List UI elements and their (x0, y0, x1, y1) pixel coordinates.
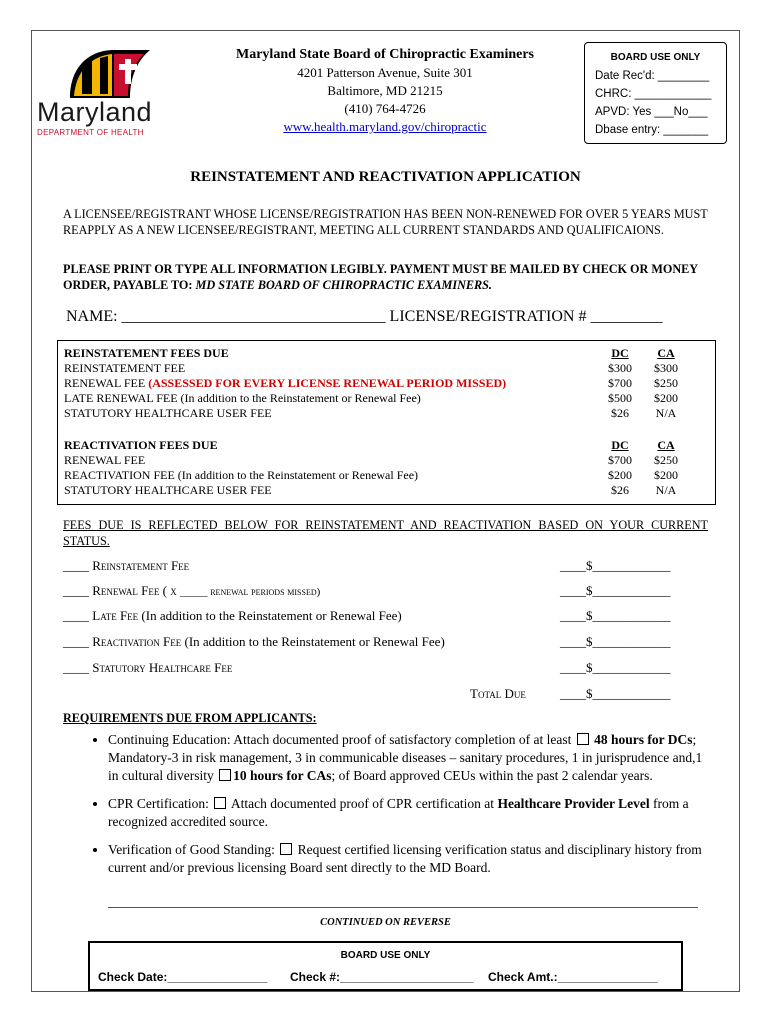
fee-dc-value: $26 (611, 483, 629, 497)
list-item (108, 731, 713, 785)
fee-row-label: LATE RENEWAL FEE (In addition to the Reinstatement or Renewal Fee) (64, 391, 421, 405)
line-label: Reinstatement Fee (92, 558, 190, 573)
renewal-fee-line[interactable] (63, 583, 320, 599)
dc-hours: 48 hours for DCs (590, 732, 693, 747)
cpr-tail: from a recognized accredited source. (108, 796, 689, 829)
reactivation-fee-line[interactable] (63, 634, 445, 650)
ce-detail: ; Mandatory-3 in risk management, 3 in communicable diseases – sanitary procedures, 1 in jurisprudence and,1 in cultural diversity (108, 732, 703, 783)
fee-dc-value: $300 (608, 361, 632, 375)
fee-dc-value: $26 (611, 406, 629, 420)
form-title: REINSTATEMENT AND REACTIVATION APPLICATION (190, 169, 581, 185)
check-blank: ____ (63, 634, 93, 649)
board-header (210, 46, 560, 136)
requirements-list (63, 731, 713, 887)
cpr-level: Healthcare Provider Level (497, 796, 650, 811)
ce-tail: ; of Board approved CEUs within the past 2 calendar years. (331, 768, 653, 783)
fee-ca-value: $250 (654, 453, 678, 467)
fee-row-label: RENEWAL FEE (64, 453, 146, 467)
fee-row-label: REACTIVATION FEE (In addition to the Reinstatement or Renewal Fee) (64, 468, 419, 482)
fee-dc-value: $700 (608, 376, 632, 390)
dbase-entry-field: Dbase entry: _______ (595, 124, 709, 136)
logo-wordmark: Maryland (37, 97, 153, 127)
reinstatement-heading: REINSTATEMENT FEES DUE (64, 346, 229, 360)
vgs-text: Request certified licensing verification status and disciplinary history from current and/or previous licensing Board sent directly to the MD Board. (108, 842, 702, 875)
amount-field[interactable]: ____$____________ (560, 608, 671, 623)
line-label: Reactivation Fee (92, 634, 182, 649)
fee-row-label: STATUTORY HEALTHCARE USER FEE (64, 483, 272, 497)
payment-instructions-text: PLEASE PRINT OR TYPE ALL INFORMATION LEGIBLY. PAYMENT MUST BE MAILED BY CHECK OR MONEY ORDER, PAYABLE TO: (63, 262, 698, 292)
total-due-label: Total Due (470, 686, 526, 701)
reactivation-heading: REACTIVATION FEES DUE (64, 438, 218, 452)
checkbox[interactable] (577, 733, 589, 745)
fee-row-label (64, 376, 506, 391)
renewal-fee-label: RENEWAL FEE (64, 376, 149, 390)
check-blank: ____ (63, 660, 93, 675)
check-blank: ____ (63, 558, 93, 573)
fees-due-statement: FEES DUE IS REFLECTED BELOW FOR REINSTATEMENT AND REACTIVATION BASED ON YOUR CURRENT STATUS. (63, 518, 708, 548)
amount-field[interactable]: ____$____________ (560, 634, 671, 649)
payable-to: MD STATE BOARD OF CHIROPRACTIC EXAMINERS. (195, 278, 492, 292)
reinstatement-fee-line[interactable] (63, 558, 189, 574)
fee-ca-value: $200 (654, 391, 678, 405)
address-line-2: Baltimore, MD 21215 (327, 83, 443, 98)
line-rest: (In addition to the Reinstatement or Renewal Fee) (181, 634, 445, 649)
fee-ca-value: $300 (654, 361, 678, 375)
list-item (108, 795, 713, 831)
ca-hours: 10 hours for CAs (233, 768, 332, 783)
check-date-field: Check Date:_______________ (98, 970, 268, 984)
line-label: Late Fee (92, 608, 139, 623)
fee-dc-value: $500 (608, 391, 632, 405)
cpr-text: Attach documented proof of CPR certification at (228, 796, 498, 811)
line-label: Renewal Fee ( x (92, 583, 180, 598)
check-number-field: Check #:____________________ (290, 970, 474, 984)
name-license-field[interactable]: NAME: _________________________________ LICENSE/REGISTRATION # _________ (66, 308, 663, 325)
board-use-only-box (584, 42, 727, 144)
board-use-title: BOARD USE ONLY (340, 950, 431, 961)
line-label: Statutory Healthcare Fee (92, 660, 233, 675)
date-received-field: Date Rec'd: ________ (595, 70, 710, 82)
fee-row-label: REINSTATEMENT FEE (64, 361, 186, 375)
fee-dc-value: $200 (608, 468, 632, 482)
logo-subtitle: DEPARTMENT OF HEALTH (37, 128, 144, 137)
non-renewal-notice: A LICENSEE/REGISTRANT WHOSE LICENSE/REGISTRATION HAS BEEN NON-RENEWED FOR OVER 5 YEARS MUST REAPPLY AS A NEW LICENSEE/REGISTRANT, MEETING ALL CURRENT STANDARDS AND QUALIFICAIONS. (63, 207, 708, 237)
line-rest: (In addition to the Reinstatement or Renewal Fee) (138, 608, 402, 623)
continued-on-reverse: CONTINUED ON REVERSE (320, 917, 451, 928)
fee-ca-value: N/A (655, 483, 677, 497)
dc-column-header: DC (611, 438, 629, 452)
fee-ca-value: $200 (654, 468, 678, 482)
fees-table (57, 340, 716, 505)
late-fee-line[interactable] (63, 608, 402, 624)
fee-row-label: STATUTORY HEALTHCARE USER FEE (64, 406, 272, 420)
board-use-title: BOARD USE ONLY (610, 52, 701, 63)
cpr-label: CPR Certification: (108, 796, 213, 811)
phone-number: (410) 764-4726 (344, 101, 426, 116)
fee-dc-value: $700 (608, 453, 632, 467)
checkbox[interactable] (214, 797, 226, 809)
check-blank: ____ (63, 583, 93, 598)
healthcare-fee-line[interactable] (63, 660, 232, 676)
payment-instructions (63, 261, 713, 293)
divider (108, 907, 698, 908)
board-use-only-bottom (88, 941, 683, 991)
total-amount-field[interactable]: ____$____________ (560, 686, 671, 701)
vgs-label: Verification of Good Standing: (108, 842, 279, 857)
requirements-heading: REQUIREMENTS DUE FROM APPLICANTS: (63, 711, 317, 725)
amount-field[interactable]: ____$____________ (560, 583, 671, 598)
fee-ca-value: $250 (654, 376, 678, 390)
amount-field[interactable]: ____$____________ (560, 660, 671, 675)
renewal-fee-note: (ASSESSED FOR EVERY LICENSE RENEWAL PERIOD MISSED) (148, 376, 507, 390)
check-amount-field: Check Amt.:_______________ (488, 970, 658, 984)
ce-text: Continuing Education: Attach documented proof of satisfactory completion of at least (108, 732, 575, 747)
address-line-1: 4201 Patterson Avenue, Suite 301 (297, 65, 473, 80)
amount-field[interactable]: ____$____________ (560, 558, 671, 573)
checkbox[interactable] (219, 769, 231, 781)
board-name: Maryland State Board of Chiropractic Examiners (236, 47, 534, 62)
fee-ca-value: N/A (655, 406, 677, 420)
ca-column-header: CA (657, 346, 675, 360)
check-blank: ____ (63, 608, 93, 623)
dc-column-header: DC (611, 346, 629, 360)
chrc-field: CHRC: ____________ (595, 88, 712, 100)
website-link[interactable]: www.health.maryland.gov/chiropractic (283, 119, 487, 134)
line-rest: _____ renewal periods missed) (179, 586, 321, 598)
ca-column-header: CA (657, 438, 675, 452)
apvd-field: APVD: Yes ___No___ (595, 106, 708, 118)
checkbox[interactable] (280, 843, 292, 855)
list-item (108, 841, 713, 877)
